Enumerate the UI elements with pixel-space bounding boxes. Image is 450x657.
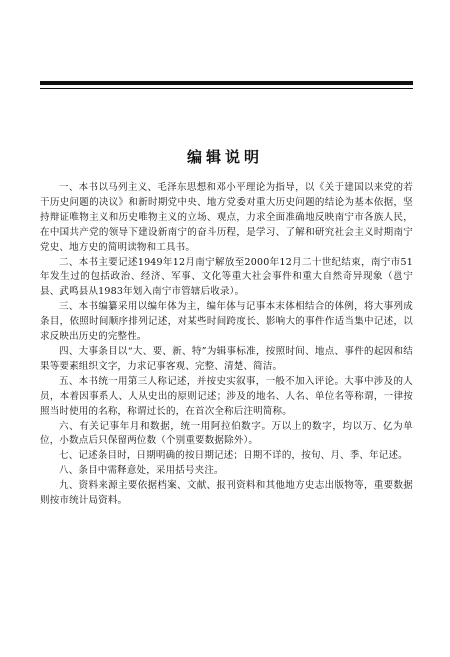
header-rule-thin: [40, 88, 413, 89]
paragraph-1: 一、本书以马列主义、毛泽东思想和邓小平理论为指导，以《关于建国以来党的若干历史问题的决议》和新时期党中央、地方党委对重大历史问题的结论为基本依据，坚持辩证唯物主义和历史唯物主义的立场、观点，力求全面准确地反映南宁市各族人民，在中国共产党的领导下建设新南宁的奋斗历程，是学习、了解和研究社会主义时期南宁党史、地方史的简明读物和工具书。: [40, 182, 413, 253]
paragraph-5: 五、本书统一用第三人称记述，并按史实叙事，一般不加入评论。大事中涉及的人员，本着因事系人、人从史出的原则记述；涉及的地名、人名、单位名等称谓，一律按照当时使用的名称，称谓过长的，在首次全称后注明简称。: [40, 375, 413, 417]
body-text: [40, 181, 413, 509]
header-rule-thick: [40, 81, 413, 85]
page-title: 编辑说明: [186, 148, 263, 166]
paragraph-9: 九、资料来源主要依据档案、文献、报刊资料和其他地方史志出版物等，重要数据则按市统计局资料。: [40, 480, 413, 507]
paragraph-2: 二、本书主要记述1949年12月南宁解放至2000年12月二十世纪结束，南宁市51年发生过的包括政治、经济、军事、文化等重大社会事件和重大自然奇异现象（邕宁县、武鸣县从1983年划入南宁市管辖后收录）。: [40, 256, 413, 298]
paragraph-6: 六、有关记事年月和数据，统一用阿拉伯数字。万以上的数字，均以万、亿为单位，小数点后只保留两位数（个别重要数据除外）。: [40, 420, 413, 447]
paragraph-4: 四、大事条目以“大、要、新、特”为辑事标准，按照时间、地点、事件的起因和结果等要素组织文字，力求记事客观、完整、清楚、简洁。: [40, 345, 413, 372]
paragraph-3: 三、本书编纂采用以编年体为主，编年体与记事本末体相结合的体例，将大事列成条目，依照时间顺序排列记述，对某些时间跨度长、影响大的事件作适当集中记述，以求反映出历史的完整性。: [40, 301, 413, 343]
paragraph-7: 七、记述条目时，日期明确的按日期记述；日期不详的，按旬、月、季、年记述。: [59, 450, 408, 462]
paragraph-8: 八、条目中需释意处，采用括号夹注。: [59, 465, 224, 477]
